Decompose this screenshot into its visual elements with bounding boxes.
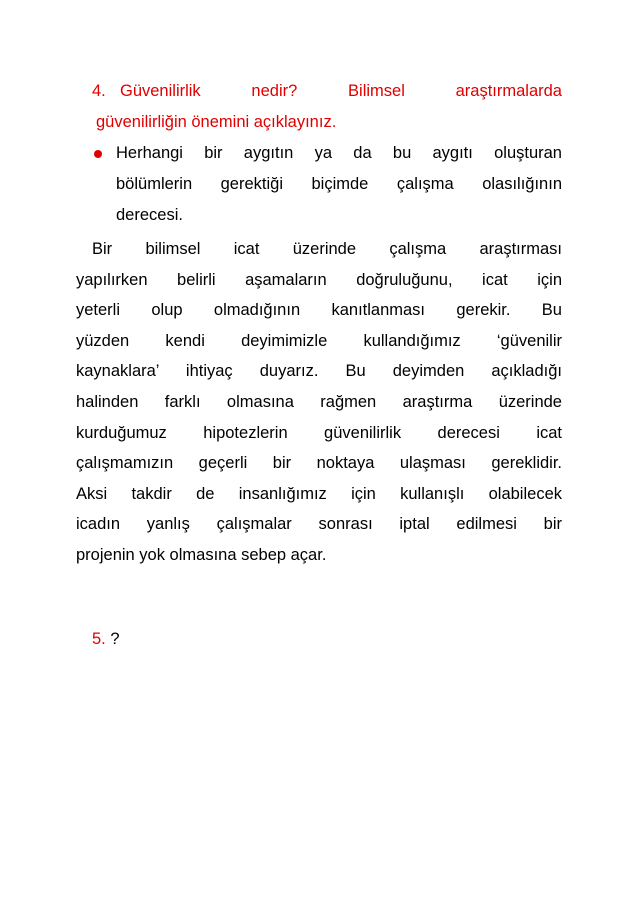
question-4-heading <box>92 76 562 138</box>
question-5-number: 5. <box>92 630 106 648</box>
bullet-dot-icon <box>94 150 102 158</box>
question-4-lead <box>92 76 201 107</box>
bullet-line: Herhangi bir aygıtın ya da bu aygıtı oluşturan <box>116 144 562 162</box>
answer-paragraph <box>76 234 562 571</box>
question-4-word-1: Güvenilirlik <box>120 82 201 100</box>
paragraph-line: yüzden kendi deyimimizle kullandığımız ‘güvenilir <box>76 331 562 350</box>
paragraph-line: projenin yok olmasına sebep açar. <box>76 545 327 564</box>
paragraph-line: çalışmamızın geçerli bir noktaya ulaşması gereklidir. <box>76 454 562 473</box>
question-4-word-3: Bilimsel <box>348 82 405 100</box>
paragraph-line: kaynaklara’ ihtiyaç duyarız. Bu deyimden açıkladığı <box>76 362 562 381</box>
question-4-word-2: nedir? <box>251 82 298 100</box>
paragraph-line: yapılırken belirli aşamaların doğruluğunu, icat için <box>76 270 562 289</box>
question-4-heading-line-2: güvenilirliğin önemini açıklayınız. <box>96 113 337 131</box>
paragraph-line: icadın yanlış çalışmalar sonrası iptal edilmesi bir <box>76 515 562 534</box>
bullet-text <box>116 138 562 231</box>
question-5 <box>92 624 120 655</box>
paragraph-line: kurduğumuz hipotezlerin güvenilirlik derecesi icat <box>76 423 562 442</box>
paragraph-line: yeterli olup olmadığının kanıtlanması gerekir. Bu <box>76 301 562 320</box>
paragraph-line: Aksi takdir de insanlığımız için kullanışlı olabilecek <box>76 484 562 503</box>
question-5-text: ? <box>110 630 120 648</box>
question-4-word-4: araştırmalarda <box>455 82 562 100</box>
paragraph-line: Bir bilimsel icat üzerinde çalışma araştırması <box>92 240 562 258</box>
paragraph-line: halinden farklı olmasına rağmen araştırma üzerinde <box>76 392 562 411</box>
question-4-number: 4. <box>92 82 106 100</box>
bullet-line: derecesi. <box>116 206 183 224</box>
question-4-heading-line-1 <box>92 76 562 107</box>
bullet-item <box>94 138 562 231</box>
bullet-line: bölümlerin gerektiği biçimde çalışma olasılığının <box>116 175 562 193</box>
